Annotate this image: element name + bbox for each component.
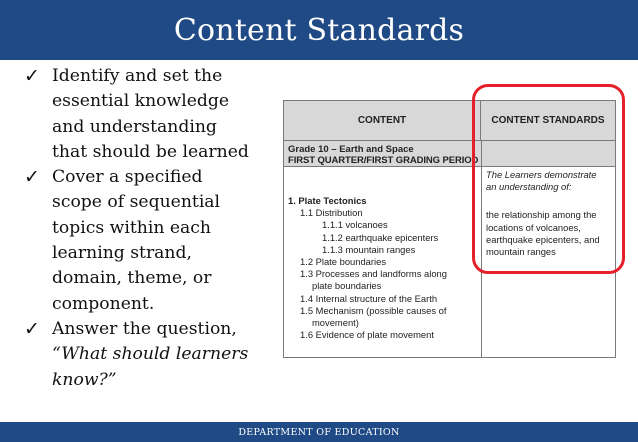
bullet-line: essential knowledge <box>52 91 230 112</box>
content-item: 1.5 Mechanism (possible causes of <box>300 304 447 316</box>
grading-period-label: FIRST QUARTER/FIRST GRADING PERIOD <box>288 155 479 166</box>
content-item: 1.1.1 volcanoes <box>322 219 388 231</box>
header-content-standards: CONTENT STANDARDS <box>491 115 605 126</box>
bullet-line: that should be learned <box>52 141 249 162</box>
bullet-line: Cover a specified <box>52 167 203 188</box>
bullet-item <box>24 165 274 317</box>
bullet-line: Answer the question, <box>52 318 237 339</box>
footer-bar <box>0 422 638 442</box>
bullet-line: scope of sequential <box>52 192 221 213</box>
bullet-line: topics within each <box>52 217 211 238</box>
standards-line: earthquake epicenters, and <box>486 233 600 245</box>
checkmark-icon: ✓ <box>24 317 40 340</box>
grade-label: Grade 10 – Earth and Space <box>288 144 414 155</box>
standards-intro-line: an understanding of: <box>486 181 572 193</box>
topic-title: 1. Plate Tectonics <box>288 195 367 206</box>
content-item: 1.3 Processes and landforms along <box>300 268 447 280</box>
header-content: CONTENT <box>284 101 481 140</box>
bullet-item <box>24 317 274 393</box>
bullet-line: and understanding <box>52 116 217 137</box>
standards-line: mountain ranges <box>486 246 556 258</box>
checkmark-icon: ✓ <box>24 65 40 87</box>
bullet-line-italic: know?” <box>52 369 117 390</box>
highlight-box <box>472 84 625 274</box>
content-item: 1.4 Internal structure of the Earth <box>300 292 438 304</box>
content-item: 1.1 Distribution <box>300 207 363 219</box>
bullet-line: component. <box>52 293 155 314</box>
content-item: movement) <box>312 317 359 329</box>
standards-line: locations of volcanoes, <box>486 221 581 233</box>
standards-intro-line: The Learners demonstrate <box>486 169 597 180</box>
content-item: 1.1.2 earthquake epicenters <box>322 231 439 243</box>
footer-text: DEPARTMENT OF EDUCATION <box>238 426 400 438</box>
content-item: plate boundaries <box>312 280 382 292</box>
bullet-line: Identify and set the <box>52 66 223 86</box>
slide-title: Content Standards <box>173 12 465 48</box>
bullet-list <box>24 64 274 393</box>
content-item: 1.6 Evidence of plate movement <box>300 329 434 341</box>
checkmark-icon: ✓ <box>24 166 40 189</box>
bullet-line: domain, theme, or <box>52 268 212 289</box>
standards-line: the relationship among the <box>486 209 597 221</box>
bullet-item <box>24 64 274 165</box>
bullet-line: learning strand, <box>52 243 192 264</box>
bullet-line-italic: “What should learners <box>52 344 249 365</box>
content-item: 1.2 Plate boundaries <box>300 256 387 268</box>
title-bar <box>0 0 638 60</box>
content-item: 1.1.3 mountain ranges <box>322 243 416 255</box>
content-column <box>288 195 478 341</box>
